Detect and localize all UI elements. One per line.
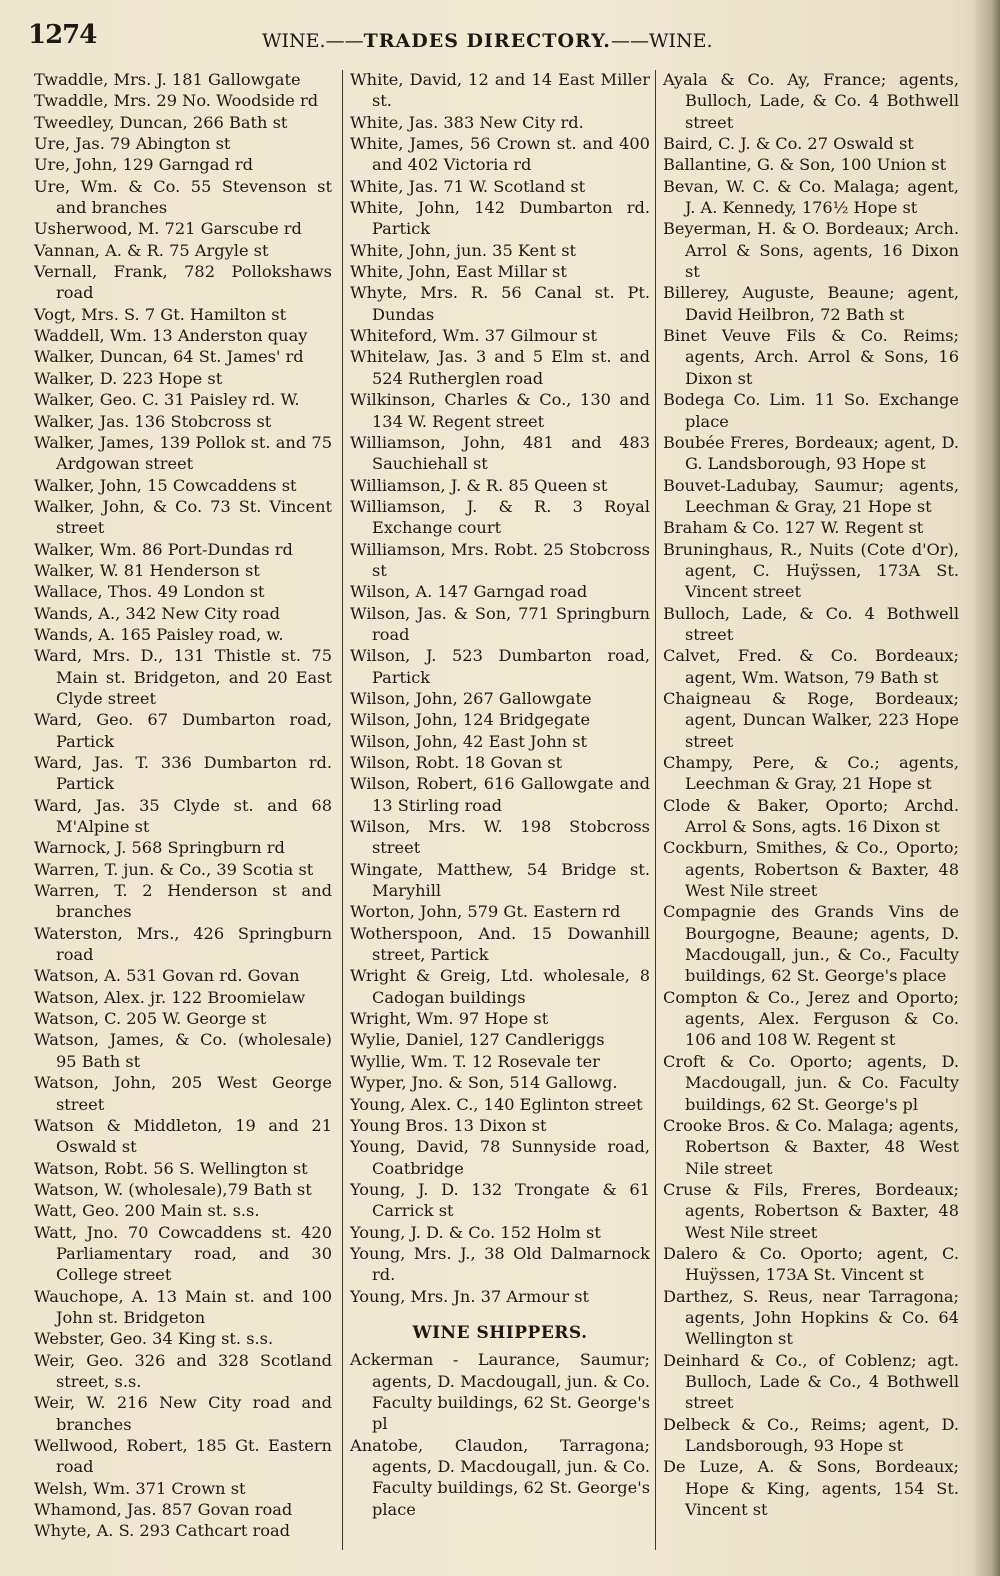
- directory-entry: Watt, Jno. 70 Cowcaddens st. 420 Parliamentary road, and 30 College street: [34, 1222, 332, 1285]
- directory-entry: Wilson, John, 124 Bridgegate: [350, 710, 591, 730]
- directory-entry: Walker, Wm. 86 Port-Dundas rd: [34, 539, 293, 559]
- directory-entry: Wright, Wm. 97 Hope st: [350, 1009, 549, 1029]
- directory-entry: Young, J. D. 132 Trongate & 61 Carrick st: [350, 1179, 650, 1221]
- directory-entry: Whamond, Jas. 857 Govan road: [34, 1500, 293, 1520]
- directory-entry: Warren, T. 2 Henderson st and branches: [34, 881, 332, 922]
- directory-entry: Wylie, Daniel, 127 Candleriggs: [350, 1030, 605, 1050]
- directory-entry: Wright & Greig, Ltd. wholesale, 8 Cadogan buildings: [350, 966, 650, 1007]
- column-2-shipper-entries: [350, 1349, 650, 1520]
- directory-entry: Wellwood, Robert, 185 Gt. Eastern road: [34, 1436, 332, 1477]
- directory-entry: Williamson, J. & R. 85 Queen st: [350, 475, 608, 495]
- directory-entry: Compagnie des Grands Vins de Bourgogne, Beaune; agents, D. Macdougall, jun., & Co., Faculty buildings, 62 St. George's place: [663, 902, 959, 986]
- column-3: [663, 69, 959, 1520]
- directory-entry: Walker, John, & Co. 73 St. Vincent street: [34, 496, 332, 538]
- directory-entry: De Luze, A. & Sons, Bordeaux; Hope & King, agents, 154 St. Vincent st: [663, 1457, 959, 1520]
- directory-entry: Young, Alex. C., 140 Eglinton street: [350, 1094, 643, 1114]
- directory-entry: Dalero & Co. Oporto; agent, C. Huÿssen, 173A St. Vincent st: [663, 1243, 959, 1285]
- directory-entry: Twaddle, Mrs. 29 No. Woodside rd: [34, 91, 319, 111]
- directory-entry: Ward, Jas. 35 Clyde st. and 68 M'Alpine st: [34, 795, 332, 837]
- directory-entry: Braham & Co. 127 W. Regent st: [663, 518, 924, 538]
- directory-entry: Anatobe, Claudon, Tarragona; agents, D. Macdougall, jun. & Co. Faculty buildings, 62 St. George's place: [350, 1435, 650, 1519]
- directory-entry: Beyerman, H. & O. Bordeaux; Arch. Arrol & Sons, agents, 16 Dixon st: [663, 219, 959, 282]
- directory-entry: Weir, Geo. 326 and 328 Scotland street, s.s.: [34, 1350, 332, 1391]
- directory-entry: Ward, Jas. T. 336 Dumbarton rd. Partick: [34, 753, 332, 794]
- directory-entry: White, James, 56 Crown st. and 400 and 402 Victoria rd: [350, 134, 650, 175]
- directory-entry: Ward, Geo. 67 Dumbarton road, Partick: [34, 710, 332, 751]
- directory-entry: Watson, John, 205 West George street: [34, 1073, 332, 1114]
- directory-entry: Ure, John, 129 Garngad rd: [34, 155, 254, 175]
- directory-entry: Bodega Co. Lim. 11 So. Exchange place: [663, 390, 959, 431]
- directory-entry: Williamson, J. & R. 3 Royal Exchange court: [350, 496, 650, 538]
- directory-entry: White, John, East Millar st: [350, 262, 567, 282]
- directory-entry: Calvet, Fred. & Co. Bordeaux; agent, Wm. Watson, 79 Bath st: [663, 646, 959, 687]
- directory-entry: Webster, Geo. 34 King st. s.s.: [34, 1329, 274, 1349]
- directory-entry: Waddell, Wm. 13 Anderston quay: [34, 326, 308, 346]
- column-2: [350, 69, 650, 1520]
- column-divider-1: [342, 70, 343, 1550]
- directory-entry: Worton, John, 579 Gt. Eastern rd: [350, 902, 621, 922]
- directory-entry: Williamson, John, 481 and 483 Sauchiehall st: [350, 432, 650, 474]
- directory-entry: Wands, A., 342 New City road: [34, 603, 281, 623]
- directory-entry: Walker, Duncan, 64 St. James' rd: [34, 347, 304, 367]
- directory-entry: Watson, Robt. 56 S. Wellington st: [34, 1158, 308, 1178]
- directory-entry: Darthez, S. Reus, near Tarragona; agents, John Hopkins & Co. 64 Wellington st: [663, 1286, 959, 1349]
- directory-entry: Young, Mrs. Jn. 37 Armour st: [350, 1286, 590, 1306]
- directory-entry: White, David, 12 and 14 East Miller st.: [350, 70, 650, 111]
- directory-entry: Ure, Wm. & Co. 55 Stevenson st and branches: [34, 176, 332, 218]
- directory-entry: Young, Mrs. J., 38 Old Dalmarnock rd.: [350, 1243, 650, 1285]
- header-dash-2: ——: [610, 30, 649, 52]
- directory-entry: Bevan, W. C. & Co. Malaga; agent, J. A. Kennedy, 176½ Hope st: [663, 176, 959, 218]
- section-heading-wine-shippers: WINE SHIPPERS.: [412, 1322, 588, 1343]
- directory-entry: Watson, Alex. jr. 122 Broomielaw: [34, 987, 306, 1007]
- directory-entry: Compton & Co., Jerez and Oporto; agents, Alex. Ferguson & Co. 106 and 108 W. Regent st: [663, 987, 959, 1050]
- directory-entry: Bouvet-Ladubay, Saumur; agents, Leechman & Gray, 21 Hope st: [663, 475, 959, 516]
- directory-entry: Young Bros. 13 Dixon st: [350, 1115, 547, 1135]
- directory-entry: Wauchope, A. 13 Main st. and 100 John st. Bridgeton: [34, 1286, 332, 1327]
- directory-entry: Usherwood, M. 721 Garscube rd: [34, 219, 302, 239]
- directory-entry: White, Jas. 71 W. Scotland st: [350, 176, 586, 196]
- directory-entry: Deinhard & Co., of Coblenz; agt. Bulloch, Lade & Co., 4 Bothwell street: [663, 1350, 959, 1413]
- directory-entry: Wotherspoon, And. 15 Dowanhill street, Partick: [350, 923, 650, 965]
- directory-entry: Vannan, A. & R. 75 Argyle st: [34, 240, 269, 260]
- directory-entry: Watson & Middleton, 19 and 21 Oswald st: [34, 1115, 332, 1157]
- directory-entry: Walker, James, 139 Pollok st. and 75 Ardgowan street: [34, 432, 332, 474]
- directory-entry: Walker, D. 223 Hope st: [34, 368, 223, 388]
- directory-entry: Ballantine, G. & Son, 100 Union st: [663, 155, 947, 175]
- directory-entry: Bulloch, Lade, & Co. 4 Bothwell street: [663, 603, 959, 644]
- directory-entry: Whyte, Mrs. R. 56 Canal st. Pt. Dundas: [350, 283, 650, 324]
- page-edge-shadow: [972, 0, 1000, 1576]
- directory-entry: Wilkinson, Charles & Co., 130 and 134 W. Regent street: [350, 390, 650, 431]
- directory-entry: Vogt, Mrs. S. 7 Gt. Hamilton st: [34, 304, 287, 324]
- directory-entry: Ayala & Co. Ay, France; agents, Bulloch, Lade, & Co. 4 Bothwell street: [663, 70, 959, 132]
- directory-entry: Tweedley, Duncan, 266 Bath st: [34, 112, 288, 132]
- directory-entry: Young, J. D. & Co. 152 Holm st: [350, 1222, 601, 1242]
- directory-entry: Wilson, Robt. 18 Govan st: [350, 753, 563, 772]
- directory-entry: Wingate, Matthew, 54 Bridge st. Maryhill: [350, 859, 650, 901]
- directory-entry: Welsh, Wm. 371 Crown st: [34, 1478, 246, 1498]
- directory-entry: White, Jas. 383 New City rd.: [350, 112, 584, 132]
- directory-entry: Williamson, Mrs. Robt. 25 Stobcross st: [350, 539, 650, 580]
- directory-entry: Whiteford, Wm. 37 Gilmour st: [350, 326, 597, 346]
- directory-entry: Champy, Pere, & Co.; agents, Leechman & Gray, 21 Hope st: [663, 753, 959, 794]
- directory-entry: Watson, James, & Co. (wholesale) 95 Bath st: [34, 1030, 332, 1071]
- directory-entry: Watson, C. 205 W. George st: [34, 1009, 267, 1029]
- directory-entry: Vernall, Frank, 782 Pollokshaws road: [34, 262, 332, 303]
- column-1: [34, 69, 332, 1542]
- directory-entry: Wilson, A. 147 Garngad road: [350, 582, 588, 602]
- directory-entry: Walker, Jas. 136 Stobcross st: [34, 411, 272, 431]
- directory-entry: Whitelaw, Jas. 3 and 5 Elm st. and 524 Rutherglen road: [350, 347, 650, 388]
- directory-entry: Wallace, Thos. 49 London st: [34, 582, 265, 602]
- directory-entry: Wilson, John, 267 Gallowgate: [350, 688, 592, 708]
- directory-entry: Delbeck & Co., Reims; agent, D. Landsborough, 93 Hope st: [663, 1414, 959, 1455]
- directory-entry: Wilson, Jas. & Son, 771 Springburn road: [350, 603, 650, 644]
- directory-entry: Watson, W. (wholesale),79 Bath st: [34, 1179, 312, 1199]
- directory-entry: White, John, 142 Dumbarton rd. Partick: [350, 198, 650, 239]
- directory-entry: Ackerman - Laurance, Saumur; agents, D. Macdougall, jun. & Co. Faculty buildings, 62 St. George's pl: [350, 1350, 650, 1434]
- directory-entry: Chaigneau & Roge, Bordeaux; agent, Duncan Walker, 223 Hope street: [663, 688, 959, 751]
- header-right: WINE.: [648, 30, 713, 52]
- directory-entry: Wands, A. 165 Paisley road, w.: [34, 624, 284, 644]
- directory-entry: Clode & Baker, Oporto; Archd. Arrol & Sons, agts. 16 Dixon st: [663, 795, 959, 837]
- header-left: WINE.: [262, 30, 326, 52]
- directory-entry: Wilson, Robert, 616 Gallowgate and 13 Stirling road: [350, 774, 650, 815]
- directory-entry: Cruse & Fils, Freres, Bordeaux; agents, Robertson & Baxter, 48 West Nile street: [663, 1179, 959, 1242]
- directory-entry: Boubée Freres, Bordeaux; agent, D. G. Landsborough, 93 Hope st: [663, 432, 959, 474]
- directory-entry: Watson, A. 531 Govan rd. Govan: [34, 966, 300, 986]
- column-divider-2: [655, 70, 656, 1550]
- directory-entry: Baird, C. J. & Co. 27 Oswald st: [663, 134, 914, 154]
- column-2-entries: [350, 69, 650, 1307]
- directory-entry: Warnock, J. 568 Springburn rd: [34, 838, 285, 858]
- directory-entry: Bruninghaus, R., Nuits (Cote d'Or), agent, C. Huÿssen, 173A St. Vincent street: [663, 539, 959, 602]
- directory-entry: Wilson, J. 523 Dumbarton road, Partick: [350, 646, 650, 687]
- directory-entry: Ward, Mrs. D., 131 Thistle st. 75 Main st. Bridgeton, and 20 East Clyde street: [34, 646, 332, 708]
- directory-entry: Twaddle, Mrs. J. 181 Gallowgate: [34, 70, 301, 89]
- directory-entry: Croft & Co. Oporto; agents, D. Macdougall, jun. & Co. Faculty buildings, 62 St. George's pl: [663, 1051, 959, 1114]
- directory-entry: Warren, T. jun. & Co., 39 Scotia st: [34, 859, 314, 879]
- directory-entry: White, John, jun. 35 Kent st: [350, 240, 577, 260]
- directory-entry: Young, David, 78 Sunnyside road, Coatbridge: [350, 1137, 650, 1178]
- header-title: TRADES DIRECTORY.: [363, 30, 611, 52]
- directory-entry: Whyte, A. S. 293 Cathcart road: [34, 1521, 290, 1541]
- directory-entry: Billerey, Auguste, Beaune; agent, David Heilbron, 72 Bath st: [663, 283, 959, 324]
- directory-entry: Cockburn, Smithes, & Co., Oporto; agents, Robertson & Baxter, 48 West Nile street: [663, 838, 959, 901]
- page-number: 1274: [28, 20, 97, 50]
- directory-entry: Walker, John, 15 Cowcaddens st: [34, 475, 297, 495]
- directory-entry: Wilson, Mrs. W. 198 Stobcross street: [350, 817, 650, 858]
- directory-entry: Crooke Bros. & Co. Malaga; agents, Robertson & Baxter, 48 West Nile street: [663, 1115, 959, 1178]
- directory-entry: Walker, W. 81 Henderson st: [34, 560, 260, 580]
- directory-entry: Walker, Geo. C. 31 Paisley rd. W.: [34, 390, 300, 410]
- directory-entry: Watt, Geo. 200 Main st. s.s.: [34, 1201, 260, 1221]
- running-header: [262, 30, 732, 52]
- directory-entry: Wyllie, Wm. T. 12 Rosevale ter: [350, 1051, 600, 1071]
- directory-entry: Binet Veuve Fils & Co. Reims; agents, Arch. Arrol & Sons, 16 Dixon st: [663, 326, 959, 388]
- directory-entry: Wilson, John, 42 East John st: [350, 731, 588, 751]
- directory-entry: Ure, Jas. 79 Abington st: [34, 134, 231, 154]
- directory-entry: Waterston, Mrs., 426 Springburn road: [34, 923, 332, 965]
- header-dash-1: ——: [325, 30, 364, 52]
- directory-entry: Weir, W. 216 New City road and branches: [34, 1393, 332, 1434]
- directory-entry: Wyper, Jno. & Son, 514 Gallowg.: [350, 1073, 618, 1093]
